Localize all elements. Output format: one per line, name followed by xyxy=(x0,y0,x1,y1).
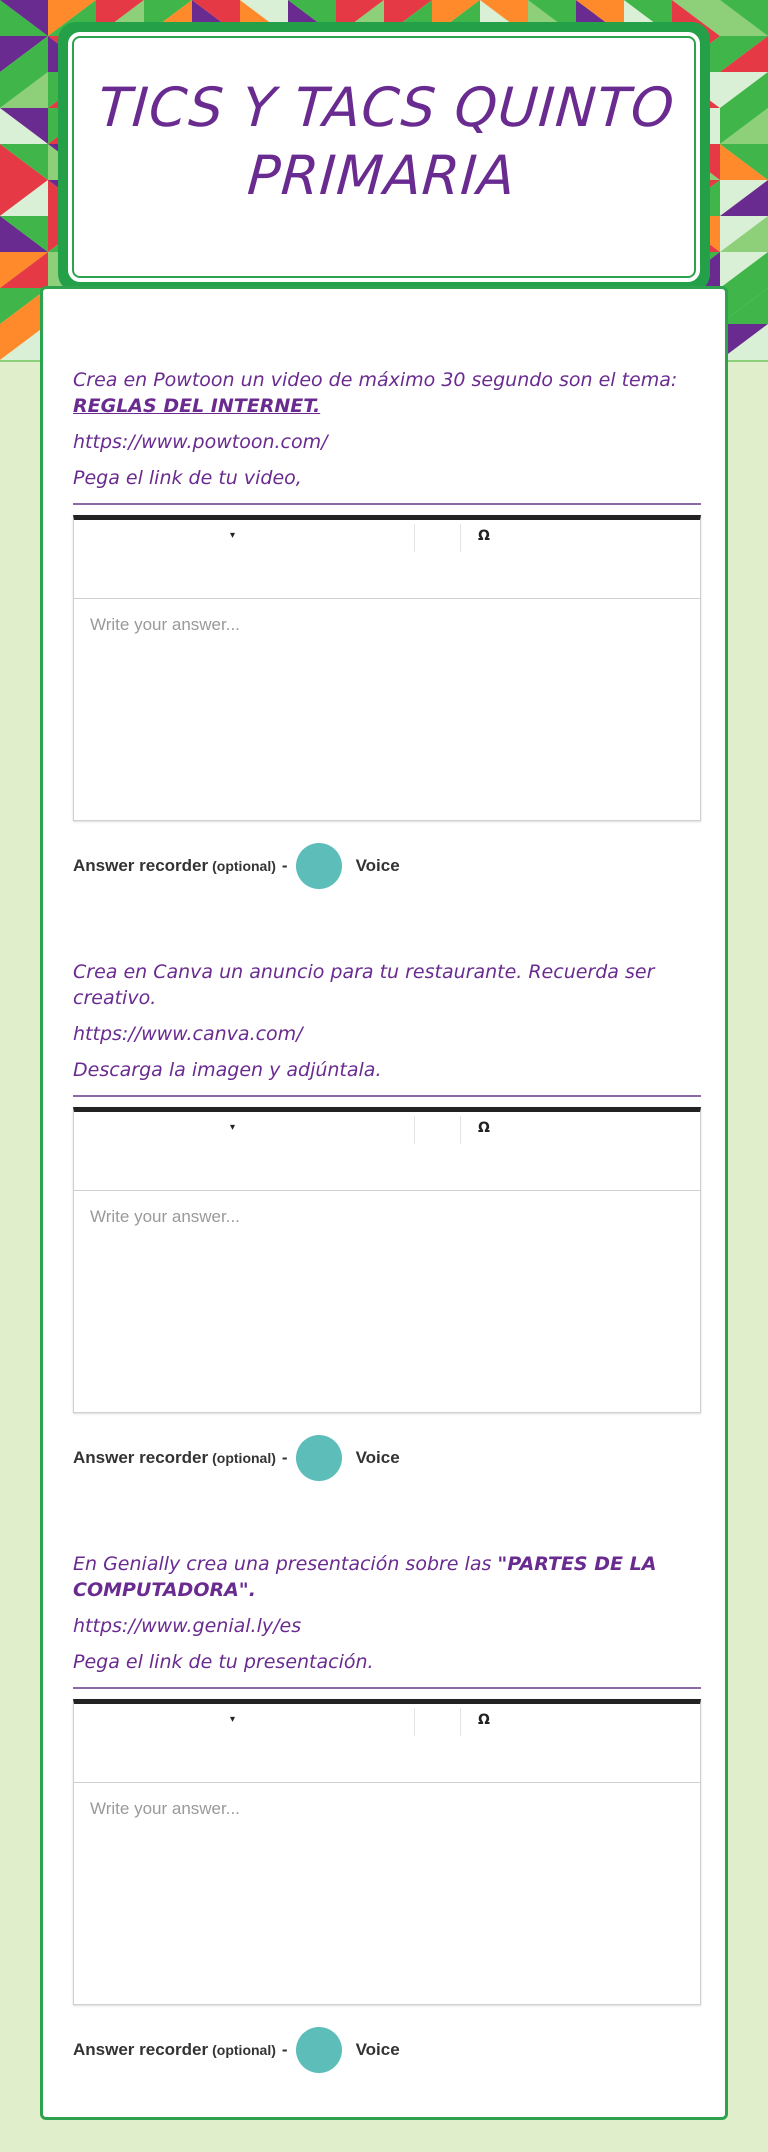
toolbar-separator xyxy=(460,1116,461,1144)
toolbar-separator xyxy=(414,1708,415,1736)
recorder-dash: - xyxy=(281,1448,288,1467)
question-prompt: Crea en Canva un anuncio para tu restaurante. Recuerda ser creativo. xyxy=(73,961,655,1009)
recorder-voice-label: Voice xyxy=(355,856,400,875)
record-button[interactable] xyxy=(296,2027,342,2073)
answer-input[interactable] xyxy=(74,1191,700,1407)
recorder-voice-label: Voice xyxy=(355,2040,400,2059)
question-divider xyxy=(73,1095,701,1097)
question-url: https://www.genial.ly/es xyxy=(73,1615,302,1637)
question-text xyxy=(73,1551,701,1603)
toolbar-separator xyxy=(460,1708,461,1736)
form-card xyxy=(40,286,728,2120)
rich-text-editor xyxy=(73,1107,701,1413)
question-url: https://www.powtoon.com/ xyxy=(73,431,328,453)
recorder-label: Answer recorder xyxy=(73,856,209,875)
editor-toolbar xyxy=(74,1112,700,1191)
toolbar-separator xyxy=(460,524,461,552)
question-text xyxy=(73,367,701,419)
special-character-button[interactable]: Ω xyxy=(478,1120,490,1136)
question-block xyxy=(73,367,701,889)
question-instruction: Pega el link de tu presentación. xyxy=(73,1651,374,1673)
recorder-optional: (optional) xyxy=(212,858,276,874)
question-prompt: En Genially crea una presentación sobre las xyxy=(73,1553,492,1575)
question-prompt: Crea en Powtoon un video de máximo 30 segundo son el tema: xyxy=(73,369,678,391)
answer-input[interactable] xyxy=(74,599,700,815)
recorder-optional: (optional) xyxy=(212,2042,276,2058)
question-instruction: Pega el link de tu video, xyxy=(73,467,302,489)
recorder-voice-label: Voice xyxy=(355,1448,400,1467)
question-divider xyxy=(73,1687,701,1689)
question-emphasis: REGLAS DEL INTERNET. xyxy=(73,395,321,417)
answer-recorder xyxy=(73,843,701,889)
question-text xyxy=(73,959,701,1011)
toolbar-separator xyxy=(414,524,415,552)
answer-recorder xyxy=(73,2027,701,2073)
rich-text-editor xyxy=(73,515,701,821)
answer-recorder xyxy=(73,1435,701,1481)
question-divider xyxy=(73,503,701,505)
question-url: https://www.canva.com/ xyxy=(73,1023,303,1045)
recorder-dash: - xyxy=(281,2040,288,2059)
caret-down-icon[interactable]: ▾ xyxy=(230,1714,236,1725)
toolbar-separator xyxy=(414,1116,415,1144)
question-emphasis: "PARTES DE LA COMPUTADORA". xyxy=(73,1553,657,1601)
recorder-dash: - xyxy=(281,856,288,875)
editor-toolbar xyxy=(74,1704,700,1783)
recorder-optional: (optional) xyxy=(212,1450,276,1466)
answer-input[interactable] xyxy=(74,1783,700,1999)
special-character-button[interactable]: Ω xyxy=(478,1712,490,1728)
header-panel xyxy=(68,32,700,282)
question-block xyxy=(73,1551,701,2073)
recorder-label: Answer recorder xyxy=(73,2040,209,2059)
header-frame xyxy=(58,22,710,292)
rich-text-editor xyxy=(73,1699,701,2005)
record-button[interactable] xyxy=(296,1435,342,1481)
question-block xyxy=(73,959,701,1481)
question-instruction: Descarga la imagen y adjúntala. xyxy=(73,1059,382,1081)
record-button[interactable] xyxy=(296,843,342,889)
caret-down-icon[interactable]: ▾ xyxy=(230,1122,236,1133)
special-character-button[interactable]: Ω xyxy=(478,528,490,544)
editor-toolbar xyxy=(74,520,700,599)
page-title: TICS Y TACS QUINTO PRIMARIA xyxy=(96,76,677,207)
caret-down-icon[interactable]: ▾ xyxy=(230,530,236,541)
recorder-label: Answer recorder xyxy=(73,1448,209,1467)
